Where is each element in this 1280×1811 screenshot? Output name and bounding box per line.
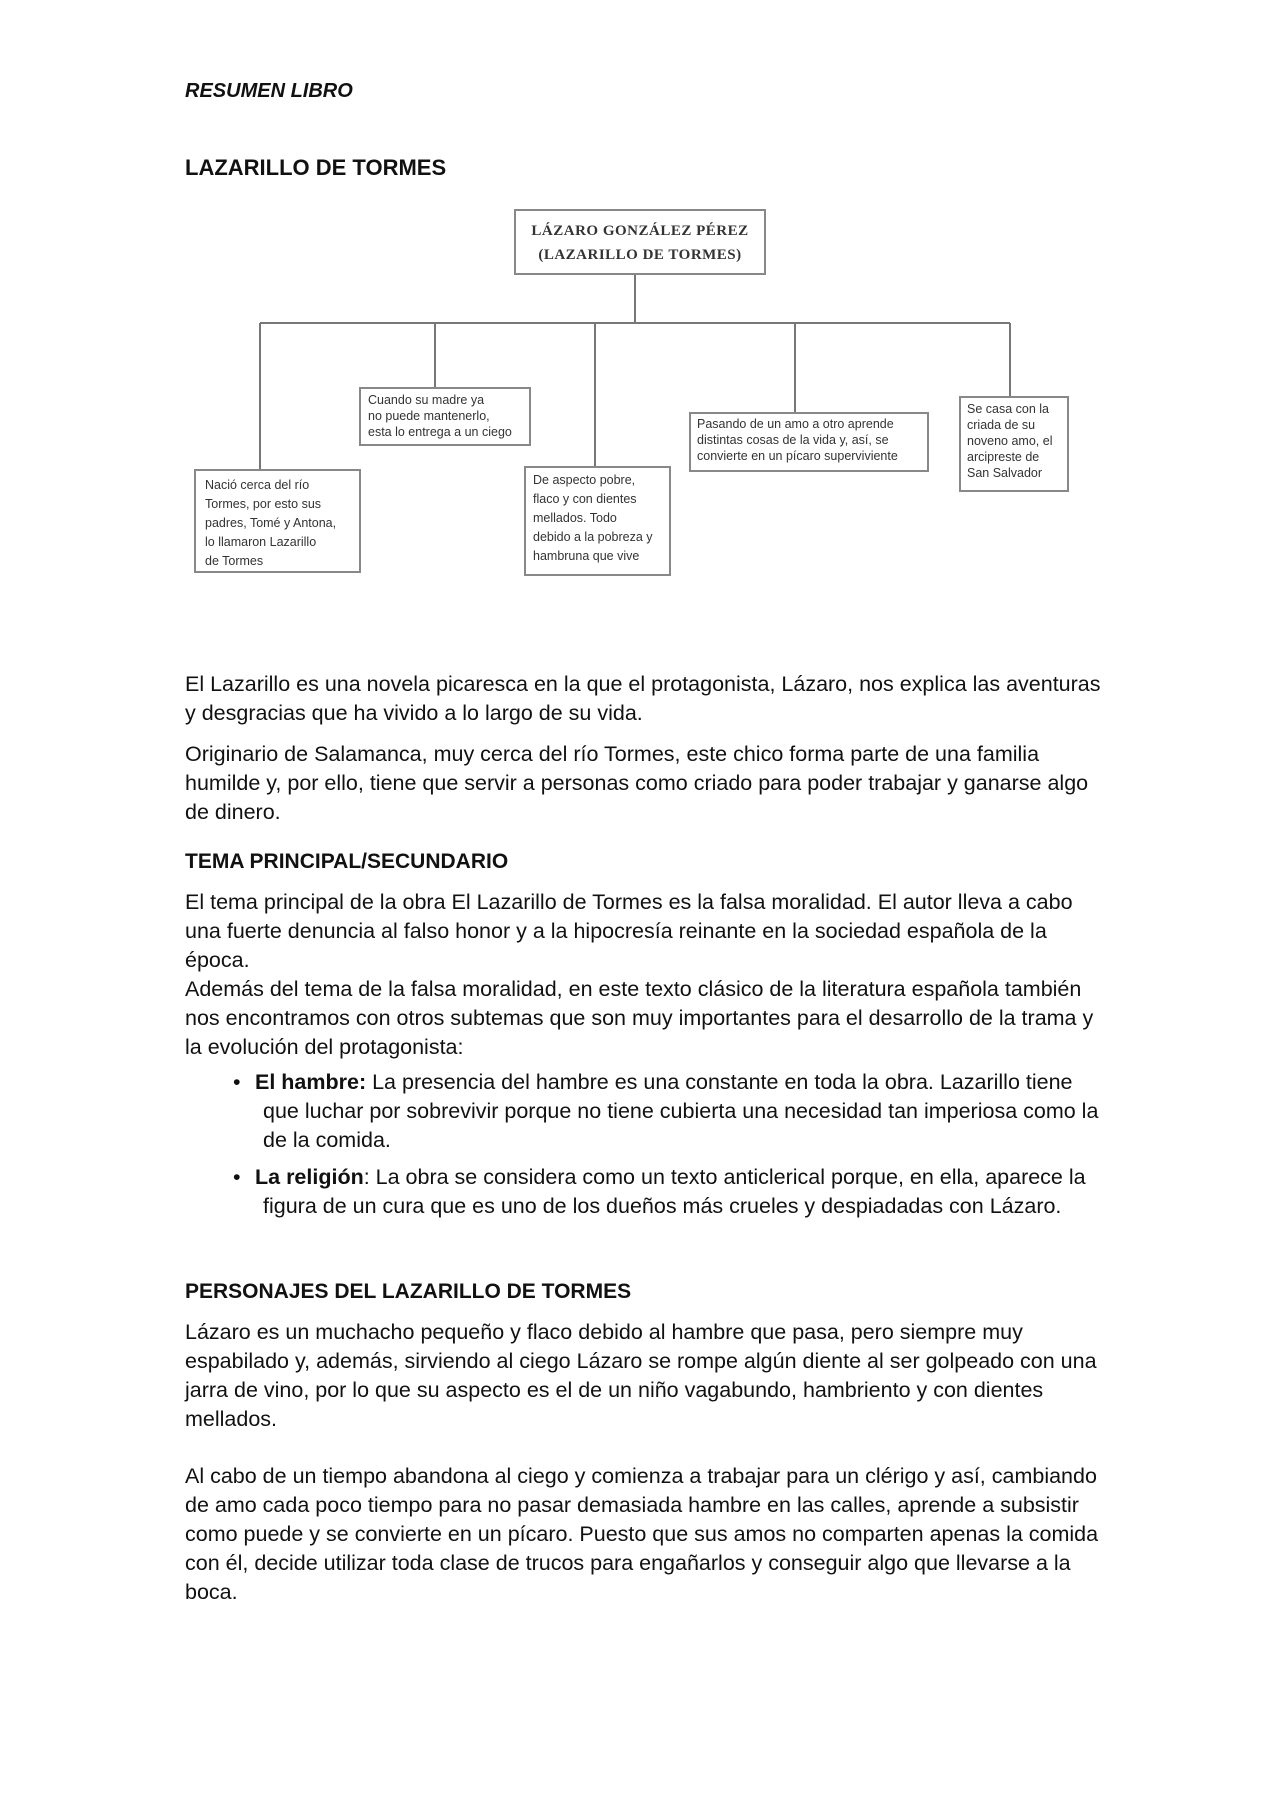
subtema-text: La presencia del hambre es una constante en toda la obra. Lazarillo tiene que luchar por sobrevivir porque no tiene cubierta una necesidad tan imperiosa como la de la comida.	[263, 1070, 1099, 1152]
tema-paragraph-2: Además del tema de la falsa moralidad, en este texto clásico de la literatura española también nos encontramos con otros subtemas que son muy importantes para el desarrollo de la trama y la evolución del protagonista:	[185, 977, 1094, 1059]
diagram-box-label: arcipreste de	[967, 450, 1040, 464]
diagram-box-label: criada de su	[967, 418, 1036, 432]
section-heading-tema: TEMA PRINCIPAL/SECUNDARIO	[185, 850, 509, 873]
character-diagram	[185, 205, 1085, 585]
diagram-box-label: San Salvador	[967, 466, 1043, 480]
diagram-box-label: de Tormes	[205, 554, 264, 568]
diagram-box-label: De aspecto pobre,	[533, 473, 636, 487]
diagram-root-label: LÁZARO GONZÁLEZ PÉREZ	[531, 223, 749, 239]
diagram-box-label: Nació cerca del río	[205, 478, 310, 492]
diagram-box-label: hambruna que vive	[533, 549, 640, 563]
diagram-box-label: mellados. Todo	[533, 511, 617, 525]
personajes-paragraph-1: Lázaro es un muchacho pequeño y flaco debido al hambre que pasa, pero siempre muy espabilado y, además, sirviendo al ciego Lázaro se rompe algún diente al ser golpeado con una jarra de vino, por lo que su aspecto es el de un niño vagabundo, hambriento y con dientes mellados.	[185, 1320, 1097, 1431]
diagram-box-label: flaco y con dientes	[533, 492, 637, 506]
diagram-box-label: Tormes, por esto sus	[205, 497, 322, 511]
diagram-root-box	[515, 210, 765, 274]
list-item	[185, 1068, 1105, 1155]
document-header: RESUMEN LIBRO	[185, 80, 353, 102]
diagram-box-label: noveno amo, el	[967, 434, 1053, 448]
intro-paragraph-2: Originario de Salamanca, muy cerca del río Tormes, este chico forma parte de una familia humilde y, por ello, tiene que servir a personas como criado para poder trabajar y ganarse algo de dinero.	[185, 742, 1089, 824]
subtema-title: El hambre:	[255, 1070, 367, 1094]
bullet-icon: •	[233, 1165, 241, 1189]
diagram-box-label: padres, Tomé y Antona,	[205, 516, 337, 530]
diagram-root-label: (LAZARILLO DE TORMES)	[538, 247, 742, 263]
diagram-box-label: Se casa con la	[967, 402, 1049, 416]
tema-paragraph-1: El tema principal de la obra El Lazarillo de Tormes es la falsa moralidad. El autor lleva a cabo una fuerte denuncia al falso honor y a la hipocresía reinante en la sociedad española de la época.	[185, 890, 1073, 972]
intro-paragraph-1: El Lazarillo es una novela picaresca en la que el protagonista, Lázaro, nos explica las aventuras y desgracias que ha vivido a lo largo de su vida.	[185, 672, 1101, 725]
diagram-box-label: Pasando de un amo a otro aprende	[697, 417, 894, 431]
diagram-box-label: esta lo entrega a un ciego	[368, 425, 512, 439]
document-title: LAZARILLO DE TORMES	[185, 155, 447, 180]
diagram-box-label: no puede mantenerlo,	[368, 409, 490, 423]
subtemas-list	[185, 1068, 1105, 1221]
document-body	[185, 670, 1105, 1619]
diagram-box-label: lo llamaron Lazarillo	[205, 535, 317, 549]
diagram-box-label: convierte en un pícaro superviviente	[697, 449, 898, 463]
diagram-box-label: debido a la pobreza y	[533, 530, 653, 544]
list-item	[185, 1163, 1105, 1221]
diagram-box-label: distintas cosas de la vida y, así, se	[697, 433, 889, 447]
section-heading-personajes: PERSONAJES DEL LAZARILLO DE TORMES	[185, 1280, 632, 1303]
subtema-text: : La obra se considera como un texto anticlerical porque, en ella, aparece la figura de un cura que es uno de los dueños más crueles y despiadadas con Lázaro.	[263, 1165, 1086, 1218]
diagram-box-label: Cuando su madre ya	[368, 393, 485, 407]
personajes-paragraph-2: Al cabo de un tiempo abandona al ciego y comienza a trabajar para un clérigo y así, cambiando de amo cada poco tiempo para no pasar demasiada hambre en las calles, aprende a subsistir como puede y se convierte en un pícaro. Puesto que sus amos no comparten apenas la comida con él, decide utilizar toda clase de trucos para engañarlos y conseguir algo que llevarse a la boca.	[185, 1464, 1099, 1604]
bullet-icon: •	[233, 1070, 241, 1094]
subtema-title: La religión	[255, 1165, 364, 1189]
